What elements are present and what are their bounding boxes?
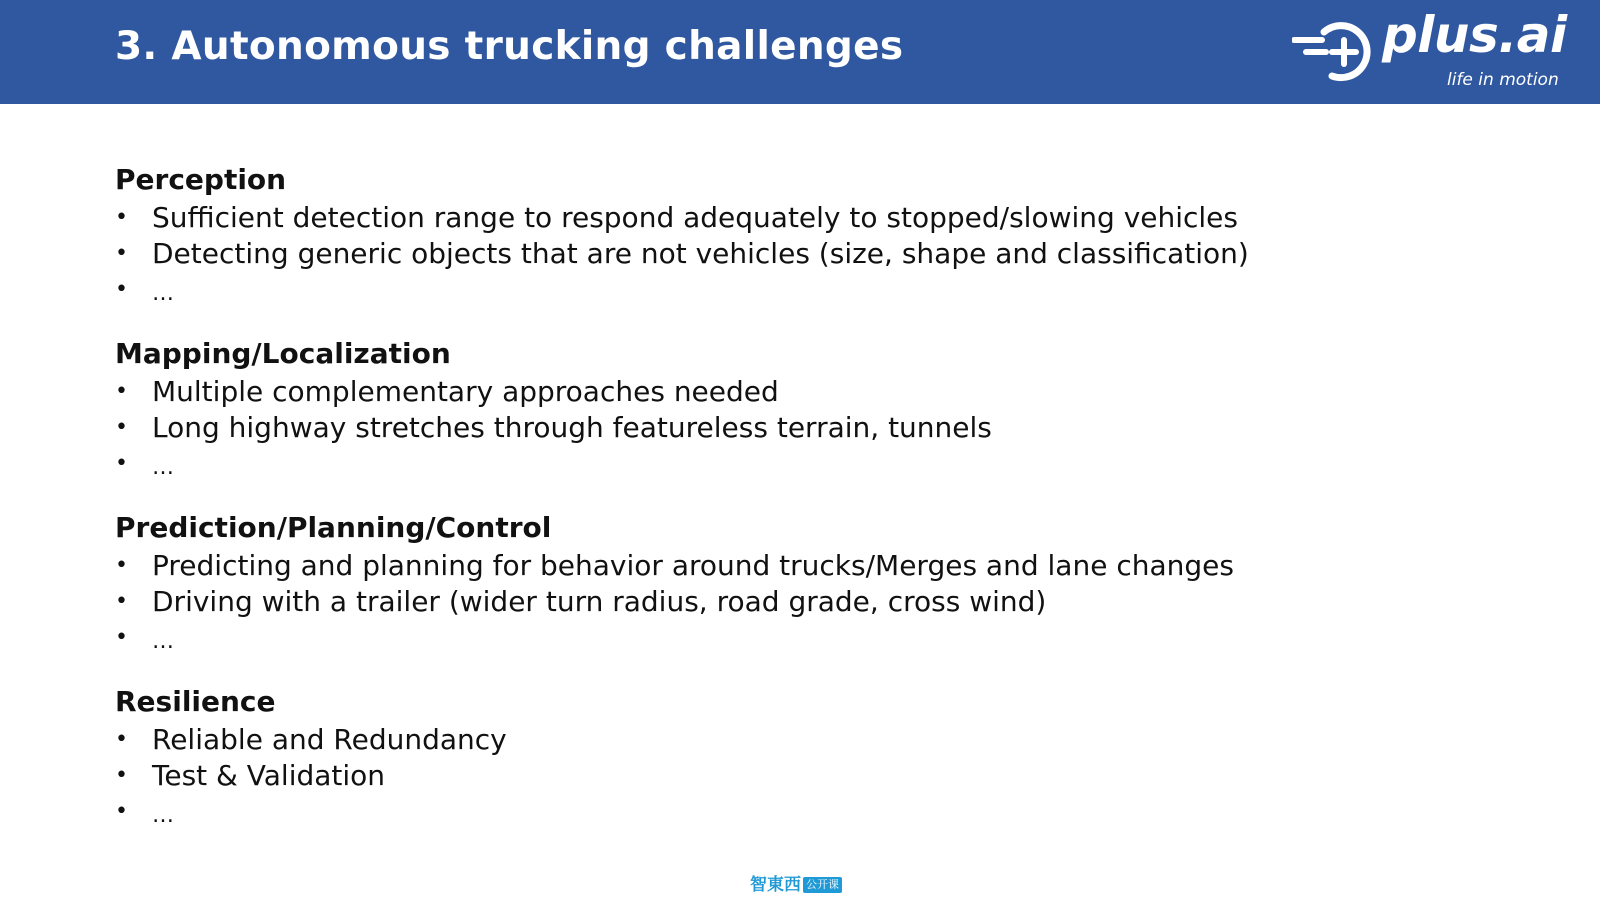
content-area (115, 160, 1515, 856)
bullet-item (115, 722, 1515, 758)
bullet-item (115, 374, 1515, 410)
bullet-text: Long highway stretches through featureless terrain, tunnels (152, 411, 992, 444)
bullet-marker: • (115, 589, 128, 614)
slide-title: 3. Autonomous trucking challenges (115, 24, 904, 69)
bullet-text: … (152, 455, 174, 480)
bullet-text: Detecting generic objects that are not vehicles (size, shape and classification) (152, 237, 1249, 270)
bullet-text: Sufficient detection range to respond adequately to stopped/slowing vehicles (152, 201, 1238, 234)
bullet-marker: • (115, 205, 128, 230)
section-heading: Mapping/Localization (115, 337, 451, 370)
bullet-list (115, 722, 1515, 830)
bullet-item (115, 584, 1515, 620)
section-heading: Perception (115, 163, 287, 196)
bullet-item (115, 446, 1515, 482)
bullet-list (115, 200, 1515, 308)
bullet-marker: • (115, 379, 128, 404)
section-mapping-localization (115, 334, 1515, 482)
section-heading: Prediction/Planning/Control (115, 511, 552, 544)
logo-wordmark: plus.ai (1382, 6, 1567, 64)
section-resilience (115, 682, 1515, 830)
bullet-marker: • (115, 415, 128, 440)
bullet-text: … (152, 629, 174, 654)
footer-badge: 公开课 (803, 877, 842, 893)
bullet-item (115, 620, 1515, 656)
bullet-list (115, 374, 1515, 482)
bullet-marker: • (115, 625, 128, 650)
section-prediction-planning-control (115, 508, 1515, 656)
bullet-item (115, 758, 1515, 794)
bullet-marker: • (115, 727, 128, 752)
bullet-marker: • (115, 277, 128, 302)
plus-ai-logo-icon (1292, 18, 1378, 82)
bullet-item (115, 200, 1515, 236)
bullet-text: Test & Validation (152, 759, 386, 792)
bullet-marker: • (115, 799, 128, 824)
bullet-text: Reliable and Redundancy (152, 723, 507, 756)
header-bar (0, 0, 1600, 104)
logo-tagline: life in motion (1447, 70, 1559, 90)
bullet-marker: • (115, 763, 128, 788)
bullet-item (115, 794, 1515, 830)
bullet-text: Driving with a trailer (wider turn radius, road grade, cross wind) (152, 585, 1047, 618)
bullet-text: Predicting and planning for behavior around trucks/Merges and lane changes (152, 549, 1234, 582)
bullet-text: Multiple complementary approaches needed (152, 375, 779, 408)
section-heading: Resilience (115, 685, 276, 718)
bullet-text: … (152, 803, 174, 828)
bullet-list (115, 548, 1515, 656)
bullet-marker: • (115, 241, 128, 266)
plus-ai-logo (1292, 6, 1582, 94)
footer-brand: 智東西 (750, 875, 801, 895)
bullet-item (115, 410, 1515, 446)
bullet-item (115, 272, 1515, 308)
section-perception (115, 160, 1515, 308)
footer-watermark-logo (750, 874, 842, 896)
bullet-item (115, 236, 1515, 272)
bullet-marker: • (115, 451, 128, 476)
bullet-text: … (152, 281, 174, 306)
bullet-marker: • (115, 553, 128, 578)
bullet-item (115, 548, 1515, 584)
